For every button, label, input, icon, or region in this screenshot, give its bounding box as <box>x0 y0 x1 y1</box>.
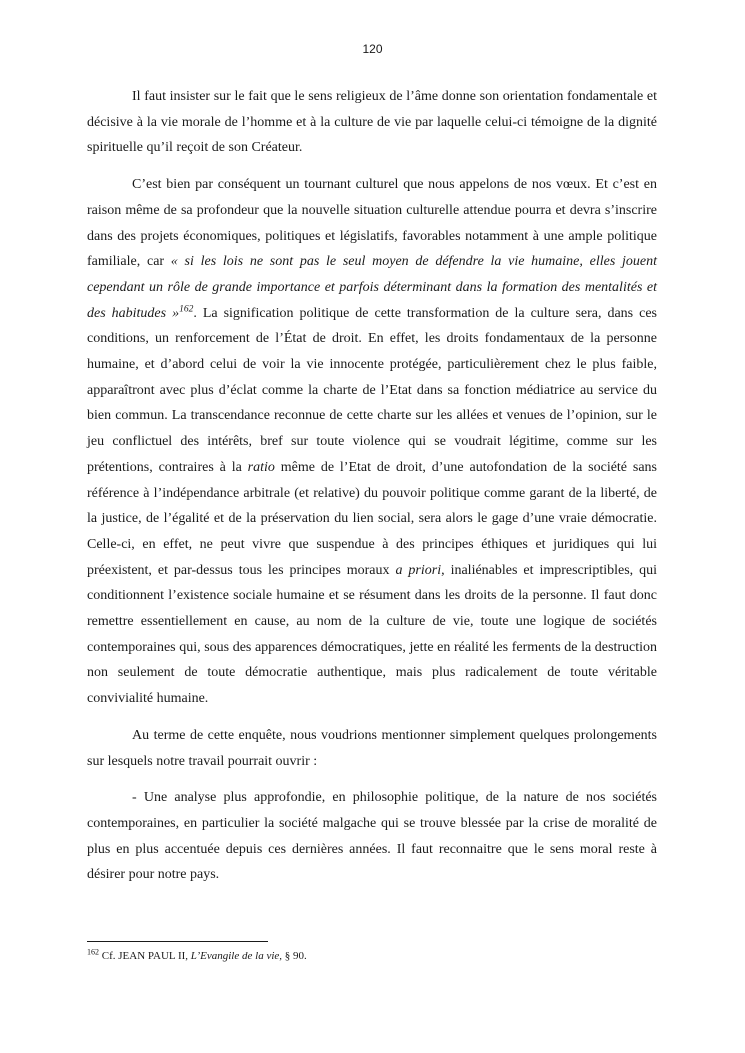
footnote <box>87 948 657 964</box>
paragraph-conclusion-intro: Au terme de cette enquête, nous voudrions mentionner simplement quelques prolongements sur lesquels notre travail pourrait ouvrir : <box>87 727 657 769</box>
paragraph-cultural-turn <box>87 172 657 712</box>
quotation: « si les lois ne sont pas le seul moyen de défendre la vie humaine, elles jouent cependant un rôle de grande importance et parfois déterminant dans la formation des mentalités et des habitudes » <box>87 254 657 321</box>
footnote-reference: 162 <box>179 303 194 314</box>
footnote-number: 162 <box>87 947 99 957</box>
footnote-prefix: Cf. JEAN PAUL II, <box>99 950 191 962</box>
paragraph-text: même de l’Etat de droit, d’une autofondation de la société sans référence à l’indépendance arbitrale (et relative) du pouvoir politique comme garant de la liberté, de la justice, de l’égalité et de la préservation du lien social, sera alors le gage d’une vraie démocratie. Celle-ci, en effet, ne peut vivre que suspendue à des principes éthiques et juridiques qui lui préexistent, et par-dessus tous les principes moraux <box>87 459 657 578</box>
paragraph-text: , inaliénables et imprescriptibles, qui conditionnent l’existence sociale humaine et se résument dans les droits de la personne. Il faut donc remettre essentiellement en cause, au nom de la culture de vie, toute une logique de sociétés contemporaines qui, sous des apparences démocratiques, jette en réalité les ferments de la destruction non seulement de toute démocratie authentique, mais plus radicalement de toute véritable convivialité humaine. <box>87 562 657 707</box>
footnote-separator <box>87 941 268 942</box>
page-number: 120 <box>362 42 383 56</box>
paragraph-soul-religious-sense: Il faut insister sur le fait que le sens religieux de l’âme donne son orientation fondamentale et décisive à la vie morale de l’homme et à la culture de vie par laquelle celui-ci témoigne de la dignité spirituelle qu’il reçoit de son Créateur. <box>87 89 657 156</box>
footnote-suffix: § 90. <box>282 950 307 962</box>
footnote-title: L’Evangile de la vie, <box>190 950 283 962</box>
italic-term-ratio: ratio <box>247 459 275 475</box>
paragraph-text: . La signification politique de cette transformation de la culture sera, dans ces conditions, un renforcement de l’État de droit. En effet, les droits fondamentaux de la personne humaine, et d’abord celui de voir la vie innocente protégée, particulièrement chez le plus faible, apparaîtront avec plus d’éclat comme la charte de l’Etat dans sa fonction médiatrice au service du bien commun. La transcendance reconnue de cette charte sur les allées et venues de l’opinion, sur le jeu conflictuel des intérêts, bref sur toute violence qui se voudrait légitime, comme sur les prétentions, contraires à la <box>87 305 657 475</box>
italic-term-a-priori: a priori <box>395 562 442 578</box>
paragraph-extension-item: - Une analyse plus approfondie, en philosophie politique, de la nature de nos sociétés contemporaines, en particulier la société malgache qui se trouve blessée par la crise de moralité de plus en plus accentuée depuis ces dernières années. Il faut reconnaitre que le sens moral reste à désirer pour notre pays. <box>87 790 657 883</box>
paragraph-text: C’est bien par conséquent un tournant culturel que nous appelons de nos vœux. Et c’est en raison même de sa profondeur que la nouvelle situation culturelle attendue pourra et devra s’inscrire dans des projets économiques, politiques et législatifs, favorables notamment à une ample politique familiale, car <box>87 177 657 270</box>
body-text <box>87 84 657 888</box>
